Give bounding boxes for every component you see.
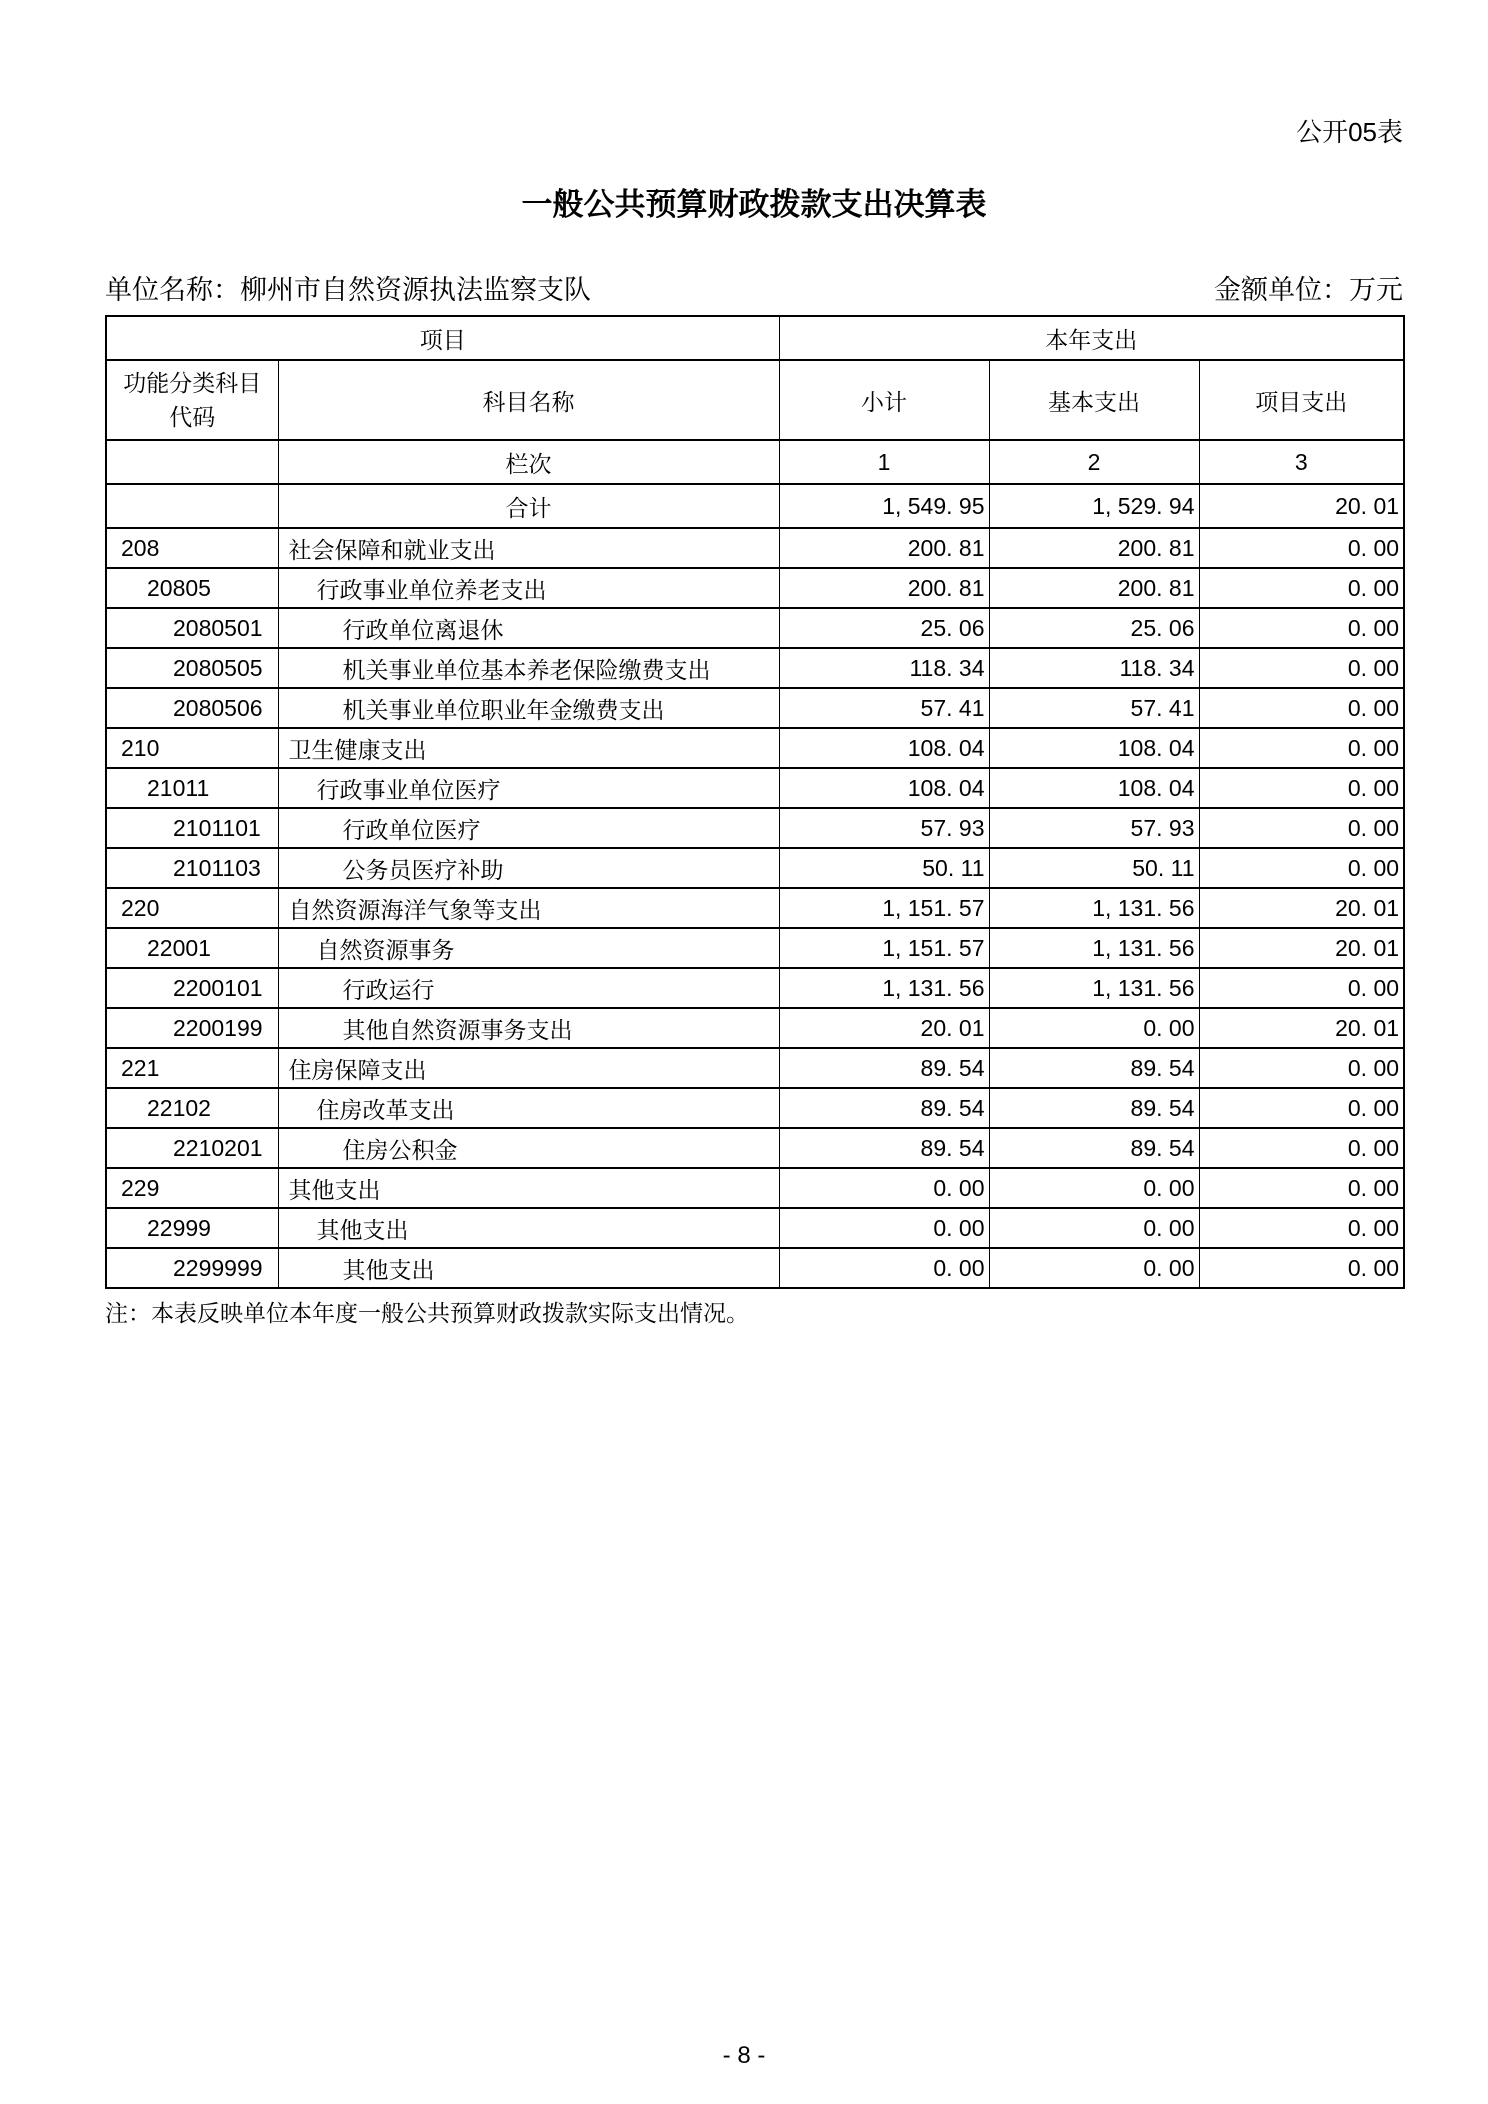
header-function-code-line2: 代码: [169, 404, 216, 430]
table-row: [106, 1168, 1404, 1208]
table-row: [106, 688, 1404, 728]
code-cell: 22001: [106, 928, 278, 968]
code-cell: 22999: [106, 1208, 278, 1248]
subject-name-cell: 其他支出: [278, 1168, 779, 1208]
subject-name-cell: 社会保障和就业支出: [278, 528, 779, 568]
subject-name-cell: 行政运行: [278, 968, 779, 1008]
subtotal-cell: 1, 151. 57: [779, 888, 989, 928]
code-cell: 2080501: [106, 608, 278, 648]
code-cell: 210: [106, 728, 278, 768]
project-expense-cell: 0. 00: [1199, 688, 1404, 728]
table-row: [106, 648, 1404, 688]
code-cell: 22102: [106, 1088, 278, 1128]
subtotal-cell: 57. 93: [779, 808, 989, 848]
table-footnote: 注：本表反映单位本年度一般公共预算财政拨款实际支出情况。: [105, 1300, 749, 1326]
code-cell: 221: [106, 1048, 278, 1088]
subtotal-cell: 89. 54: [779, 1088, 989, 1128]
subtotal-cell: 0. 00: [779, 1248, 989, 1288]
header-current-year-group: 本年支出: [779, 316, 1404, 360]
column-index-row: [106, 440, 1404, 484]
unit-name-label: 单位名称：柳州市自然资源执法监察支队: [105, 275, 591, 305]
subtotal-cell: 200. 81: [779, 568, 989, 608]
basic-expense-cell: 0. 00: [989, 1208, 1199, 1248]
subject-name-cell: 卫生健康支出: [278, 728, 779, 768]
subtotal-cell: 118. 34: [779, 648, 989, 688]
table-row: [106, 808, 1404, 848]
subject-name-cell: 行政事业单位养老支出: [278, 568, 779, 608]
header-project-expense: 项目支出: [1199, 360, 1404, 440]
total-label-cell: 合计: [278, 484, 779, 528]
subject-name-cell: 行政事业单位医疗: [278, 768, 779, 808]
table-row: [106, 1048, 1404, 1088]
total-basic-cell: 1, 529. 94: [989, 484, 1199, 528]
empty-cell: [106, 440, 278, 484]
amount-unit-label: 金额单位：万元: [1214, 275, 1403, 305]
basic-expense-cell: 1, 131. 56: [989, 928, 1199, 968]
basic-expense-cell: 57. 41: [989, 688, 1199, 728]
total-row: [106, 484, 1404, 528]
table-meta-row: [105, 268, 1403, 307]
project-expense-cell: 0. 00: [1199, 728, 1404, 768]
subtotal-cell: 25. 06: [779, 608, 989, 648]
subtotal-cell: 1, 151. 57: [779, 928, 989, 968]
header-subject-name: 科目名称: [278, 360, 779, 440]
expenditure-table: [105, 315, 1405, 1289]
subject-name-cell: 其他自然资源事务支出: [278, 1008, 779, 1048]
project-expense-cell: 20. 01: [1199, 928, 1404, 968]
basic-expense-cell: 25. 06: [989, 608, 1199, 648]
table-row: [106, 848, 1404, 888]
subject-name-cell: 住房保障支出: [278, 1048, 779, 1088]
header-function-code-line1: 功能分类科目: [123, 369, 262, 396]
header-function-code: [106, 360, 278, 440]
subject-name-cell: 行政单位离退休: [278, 608, 779, 648]
project-expense-cell: 0. 00: [1199, 1248, 1404, 1288]
subject-name-cell: 自然资源事务: [278, 928, 779, 968]
project-expense-cell: 0. 00: [1199, 608, 1404, 648]
basic-expense-cell: 118. 34: [989, 648, 1199, 688]
empty-cell: [106, 484, 278, 528]
project-expense-cell: 20. 01: [1199, 1008, 1404, 1048]
project-expense-cell: 0. 00: [1199, 1088, 1404, 1128]
project-expense-cell: 0. 00: [1199, 808, 1404, 848]
code-cell: 2080505: [106, 648, 278, 688]
subject-name-cell: 行政单位医疗: [278, 808, 779, 848]
table-row: [106, 1008, 1404, 1048]
code-cell: 229: [106, 1168, 278, 1208]
code-cell: 2101101: [106, 808, 278, 848]
table-row: [106, 888, 1404, 928]
subject-name-cell: 自然资源海洋气象等支出: [278, 888, 779, 928]
subject-name-cell: 机关事业单位基本养老保险缴费支出: [278, 648, 779, 688]
header-columns-row: [106, 360, 1404, 440]
total-subtotal-cell: 1, 549. 95: [779, 484, 989, 528]
subject-name-cell: 其他支出: [278, 1208, 779, 1248]
subject-name-cell: 其他支出: [278, 1248, 779, 1288]
total-project-cell: 20. 01: [1199, 484, 1404, 528]
subtotal-cell: 20. 01: [779, 1008, 989, 1048]
basic-expense-cell: 89. 54: [989, 1048, 1199, 1088]
project-expense-cell: 0. 00: [1199, 1128, 1404, 1168]
subject-name-cell: 公务员医疗补助: [278, 848, 779, 888]
project-expense-cell: 0. 00: [1199, 1168, 1404, 1208]
basic-expense-cell: 89. 54: [989, 1128, 1199, 1168]
basic-expense-cell: 50. 11: [989, 848, 1199, 888]
project-expense-cell: 0. 00: [1199, 528, 1404, 568]
project-expense-cell: 0. 00: [1199, 1208, 1404, 1248]
basic-expense-cell: 0. 00: [989, 1168, 1199, 1208]
basic-expense-cell: 200. 81: [989, 528, 1199, 568]
header-basic-expense: 基本支出: [989, 360, 1199, 440]
code-cell: 2299999: [106, 1248, 278, 1288]
subtotal-cell: 89. 54: [779, 1048, 989, 1088]
basic-expense-cell: 200. 81: [989, 568, 1199, 608]
form-code-label: 公开05表: [1296, 117, 1403, 147]
column-index-3: 3: [1199, 440, 1404, 484]
column-index-2: 2: [989, 440, 1199, 484]
subject-name-cell: 机关事业单位职业年金缴费支出: [278, 688, 779, 728]
project-expense-cell: 0. 00: [1199, 848, 1404, 888]
table-row: [106, 1088, 1404, 1128]
table-row: [106, 1128, 1404, 1168]
subtotal-cell: 0. 00: [779, 1168, 989, 1208]
code-cell: 208: [106, 528, 278, 568]
subject-name-cell: 住房公积金: [278, 1128, 779, 1168]
code-cell: 2210201: [106, 1128, 278, 1168]
table-body: [106, 484, 1404, 1288]
subtotal-cell: 0. 00: [779, 1208, 989, 1248]
basic-expense-cell: 0. 00: [989, 1008, 1199, 1048]
project-expense-cell: 0. 00: [1199, 768, 1404, 808]
code-cell: 220: [106, 888, 278, 928]
header-item-group: 项目: [106, 316, 779, 360]
table-row: [106, 928, 1404, 968]
code-cell: 2200199: [106, 1008, 278, 1048]
project-expense-cell: 0. 00: [1199, 568, 1404, 608]
subtotal-cell: 108. 04: [779, 728, 989, 768]
basic-expense-cell: 108. 04: [989, 728, 1199, 768]
basic-expense-cell: 0. 00: [989, 1248, 1199, 1288]
table-row: [106, 568, 1404, 608]
table-row: [106, 768, 1404, 808]
project-expense-cell: 0. 00: [1199, 968, 1404, 1008]
basic-expense-cell: 89. 54: [989, 1088, 1199, 1128]
project-expense-cell: 0. 00: [1199, 1048, 1404, 1088]
basic-expense-cell: 57. 93: [989, 808, 1199, 848]
page-number: - 8 -: [722, 2042, 766, 2069]
document-page: [105, 0, 1403, 1328]
project-expense-cell: 0. 00: [1199, 648, 1404, 688]
subject-name-cell: 住房改革支出: [278, 1088, 779, 1128]
subtotal-cell: 1, 131. 56: [779, 968, 989, 1008]
header-group-row: [106, 316, 1404, 360]
code-cell: 2101103: [106, 848, 278, 888]
project-expense-cell: 20. 01: [1199, 888, 1404, 928]
code-cell: 20805: [106, 568, 278, 608]
table-row: [106, 728, 1404, 768]
table-row: [106, 528, 1404, 568]
code-cell: 2080506: [106, 688, 278, 728]
subtotal-cell: 108. 04: [779, 768, 989, 808]
page-title: 一般公共预算财政拨款支出决算表: [521, 187, 987, 222]
column-index-1: 1: [779, 440, 989, 484]
basic-expense-cell: 108. 04: [989, 768, 1199, 808]
subtotal-cell: 50. 11: [779, 848, 989, 888]
subtotal-cell: 200. 81: [779, 528, 989, 568]
basic-expense-cell: 1, 131. 56: [989, 968, 1199, 1008]
basic-expense-cell: 1, 131. 56: [989, 888, 1199, 928]
code-cell: 21011: [106, 768, 278, 808]
table-row: [106, 968, 1404, 1008]
table-row: [106, 1248, 1404, 1288]
subtotal-cell: 89. 54: [779, 1128, 989, 1168]
column-index-label: 栏次: [278, 440, 779, 484]
subtotal-cell: 57. 41: [779, 688, 989, 728]
table-row: [106, 608, 1404, 648]
table-row: [106, 1208, 1404, 1248]
code-cell: 2200101: [106, 968, 278, 1008]
header-subtotal: 小计: [779, 360, 989, 440]
